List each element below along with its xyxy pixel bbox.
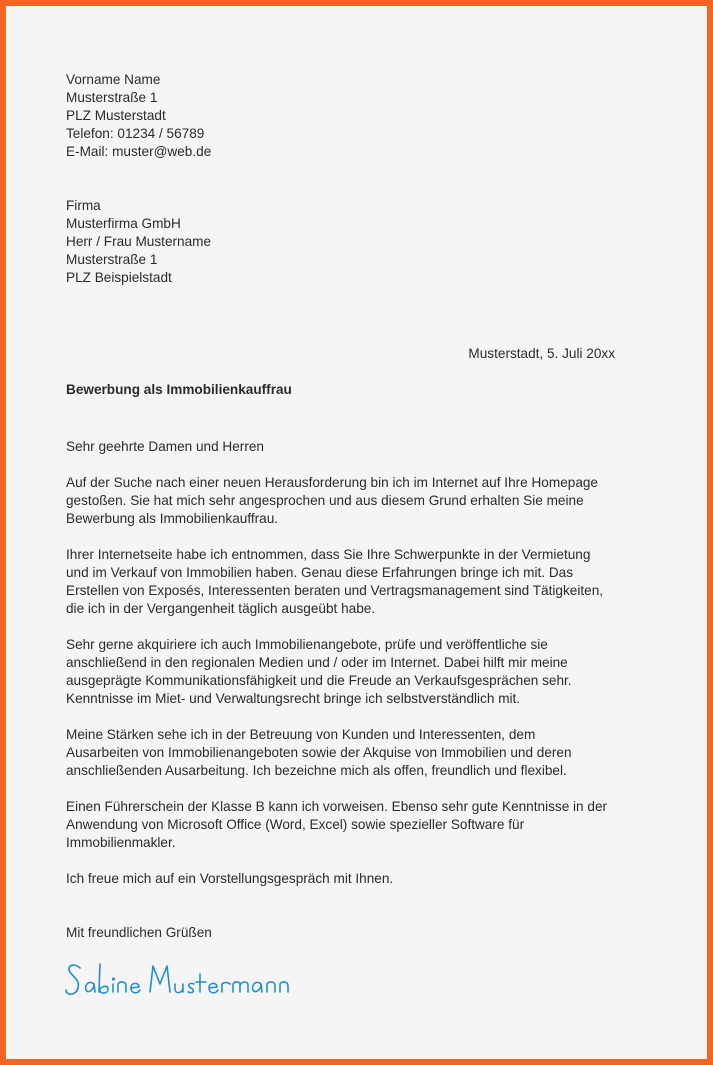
- paragraph-line: Ausarbeiten von Immobilienangeboten sowie der Akquise von Immobilien und deren: [66, 745, 572, 760]
- paragraph-line: Anwendung von Microsoft Office (Word, Excel) sowie spezieller Software für: [66, 817, 525, 832]
- paragraph-line: Bewerbung als Immobilienkauffrau.: [66, 511, 279, 526]
- paragraph-line: Immobilienmakler.: [66, 835, 176, 850]
- recipient-contact: Herr / Frau Mustername: [66, 234, 212, 249]
- sender-city: PLZ Musterstadt: [66, 108, 166, 123]
- handwritten-signature: [64, 954, 304, 1004]
- sender-email: E-Mail: muster@web.de: [66, 144, 212, 159]
- salutation-text: Sehr geehrte Damen und Herren: [66, 439, 264, 454]
- sender-address: [66, 71, 646, 161]
- sender-phone: Telefon: 01234 / 56789: [66, 126, 205, 141]
- letter-page: [6, 6, 707, 1059]
- sender-street: Musterstraße 1: [66, 90, 158, 105]
- signature-graphic: [64, 954, 304, 1004]
- paragraph-line: anschließend in den regionalen Medien und / oder im Internet. Dabei hilft mir meine: [66, 655, 568, 670]
- closing: [66, 924, 646, 942]
- paragraph-line: gestoßen. Sie hat mich sehr angesprochen und aus diesem Grund erhalten Sie meine: [66, 493, 584, 508]
- paragraph-line: ausgeprägte Kommunikationsfähigkeit und die Freude an Verkaufsgesprächen sehr.: [66, 673, 572, 688]
- letter-date: Musterstadt, 5. Juli 20xx: [468, 346, 615, 361]
- paragraph-line: Auf der Suche nach einer neuen Herausforderung bin ich im Internet auf Ihre Homepage: [66, 475, 598, 490]
- paragraph-line: und im Verkauf von Immobilien haben. Genau diese Erfahrungen bringe ich mit. Das: [66, 565, 574, 580]
- paragraph: [66, 870, 646, 888]
- paragraph-line: Sehr gerne akquiriere ich auch Immobilienangebote, prüfe und veröffentliche sie: [66, 637, 548, 652]
- salutation: [66, 438, 646, 456]
- recipient-company: Musterfirma GmbH: [66, 216, 181, 231]
- recipient-address: [66, 197, 646, 287]
- letter-subject: Bewerbung als Immobilienkauffrau: [66, 382, 292, 397]
- paragraph-line: Ihrer Internetseite habe ich entnommen, dass Sie Ihre Schwerpunkte in der Vermietung: [66, 547, 591, 562]
- paragraph-line: anschließenden Ausarbeitung. Ich bezeichne mich als offen, freundlich und flexibel.: [66, 763, 567, 778]
- paragraph-line: die ich in der Vergangenheit täglich ausgeübt habe.: [66, 601, 376, 616]
- paragraph-line: Erstellen von Exposés, Interessenten beraten und Vertragsmanagement sind Tätigkeiten,: [66, 583, 604, 598]
- paragraph: [66, 798, 646, 852]
- paragraph-line: Einen Führerschein der Klasse B kann ich vorweisen. Ebenso sehr gute Kenntnisse in der: [66, 799, 608, 814]
- closing-text: Mit freundlichen Grüßen: [66, 925, 212, 940]
- recipient-street: Musterstraße 1: [66, 252, 158, 267]
- sender-name: Vorname Name: [66, 72, 161, 87]
- paragraph: [66, 726, 646, 780]
- recipient-label: Firma: [66, 198, 101, 213]
- paragraph-line: Meine Stärken sehe ich in der Betreuung von Kunden und Interessenten, dem: [66, 727, 536, 742]
- paragraph: [66, 546, 646, 618]
- paragraph-line: Ich freue mich auf ein Vorstellungsgespräch mit Ihnen.: [66, 871, 394, 886]
- recipient-city: PLZ Beispielstadt: [66, 270, 172, 285]
- paragraph: [66, 474, 646, 528]
- paragraph: [66, 636, 646, 708]
- paragraph-line: Kenntnisse im Miet- und Verwaltungsrecht bringe ich selbstverständlich mit.: [66, 691, 521, 706]
